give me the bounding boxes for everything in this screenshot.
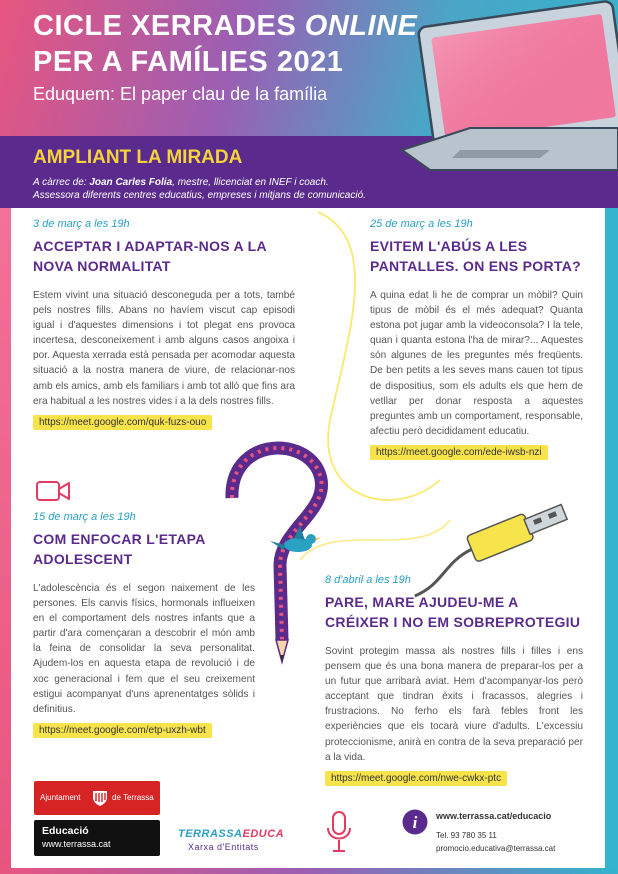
- bottom-border: [0, 868, 618, 874]
- title-line-2: PER A FAMÍLIES 2021: [33, 46, 344, 78]
- talk-card-4: [325, 574, 583, 786]
- video-camera-icon: [36, 480, 70, 502]
- decorative-swirl-2: [300, 520, 450, 560]
- terrassa-part: TERRASSA: [178, 828, 243, 840]
- educacio-logo[interactable]: [34, 820, 160, 856]
- contact-email[interactable]: promocio.educativa@terrassa.cat: [436, 844, 556, 853]
- contact-website[interactable]: www.terrassa.cat/educacio: [436, 811, 552, 821]
- talk-date: 8 d'abril a les 19h: [325, 574, 411, 586]
- talk-title: [325, 592, 583, 632]
- contact-phone[interactable]: Tel. 93 780 35 11: [436, 831, 497, 840]
- talk-card-3: [33, 511, 255, 738]
- meet-link[interactable]: https://meet.google.com/nwe-cwkx-ptc: [325, 771, 507, 786]
- speaker-suffix: , mestre, llicenciat en INEF i coach.: [172, 177, 329, 188]
- terrassa-educa-logo[interactable]: [178, 828, 296, 856]
- title-line-1: [33, 10, 417, 43]
- talk-title: [33, 236, 295, 276]
- meet-link[interactable]: https://meet.google.com/quk-fuzs-ouo: [33, 415, 212, 430]
- right-border: [605, 208, 618, 868]
- ajuntament-city: de Terrassa: [112, 793, 154, 802]
- speaker-bio: Assessora diferents centres educatius, empreses i mitjans de comunicació.: [33, 190, 366, 201]
- info-icon: [402, 809, 428, 835]
- talk-date: 25 de març a les 19h: [370, 218, 473, 230]
- meet-link[interactable]: https://meet.google.com/etp-uxzh-wbt: [33, 723, 212, 738]
- bird-icon: [270, 526, 321, 552]
- talk-description: L'adolescència és el segon naixement de les persones. Els canvis físics, hormonals influeixen en el comportament dels nostres infants que a partir d'ara començaran a descobrir el món amb la feina de consolidar la seva personalitat. Ajudem-los en aquesta etapa de revolució i de xoc generacional i fem que el seu creixement estigui acompanyat d'uns aprenentatges sòlids i definitius.: [33, 583, 255, 715]
- meet-link[interactable]: https://meet.google.com/ede-iwsb-nzi: [370, 445, 548, 460]
- talk-title: [33, 529, 255, 569]
- educacio-title: Educació: [42, 825, 89, 837]
- talk-description: A quina edat li he de comprar un mòbil? Quin tipus de mòbil és el més adequat? Quanta estona pot jugar amb la videoconsola? I la tele, quan i quanta estona l'ha de mirar?... Aquestes són algunes de les preguntes més freqüents. De ben petits a les seves mans cauen tot tipus de dispositius, som els adults els que hem de vetllar per donar resposta a aquestes preguntes amb un comportament, responsable, afectiu però decididament educatiu.: [370, 290, 583, 437]
- title-online: ONLINE: [304, 10, 418, 42]
- ajuntament-logo[interactable]: [34, 781, 160, 815]
- left-border: [0, 208, 11, 868]
- speaker-name: Joan Carles Folia: [89, 177, 173, 188]
- speaker-prefix: A càrrec de:: [33, 177, 90, 188]
- subtitle: Eduquem: El paper clau de la família: [33, 84, 328, 104]
- educacio-url: www.terrassa.cat: [42, 839, 111, 849]
- series-title: AMPLIANT LA MIRADA: [33, 147, 243, 168]
- talk-title-line-1: ACCEPTAR I ADAPTAR-NOS A LA: [33, 238, 267, 254]
- talk-card-1: [33, 218, 295, 430]
- talk-card-2: [370, 218, 583, 460]
- talk-title-line-2: NOVA NORMALITAT: [33, 258, 171, 274]
- talk-date: 3 de març a les 19h: [33, 218, 130, 230]
- talk-title-line-1: COM ENFOCAR L'ETAPA: [33, 531, 206, 547]
- svg-text:i: i: [412, 813, 418, 832]
- talk-title-line-1: PARE, MARE AJUDEU-ME A: [325, 594, 519, 610]
- terrassa-educa-name: [178, 828, 284, 840]
- microphone-icon: [325, 810, 353, 854]
- talk-title-line-2: PANTALLES. ON ENS PORTA?: [370, 258, 581, 274]
- talk-description: Estem vivint una situació desconeguda per a tots, també pels nostres fills. Abans no havíem viscut cap episodi igual i d'aquestes dimensions i tot plegat ens provoca incertesa, desconeixement i amb alguns casos angoixa i por. Aquesta xerrada està pensada per acomodar aquesta situació a la nostra manera de viure, de relacionar-nos amb els amics, amb els familiars i amb tot allò que fins ara era habitual a les nostres vides i a la dels nostres fills.: [33, 290, 295, 407]
- speaker-line: [33, 177, 329, 188]
- ajuntament-label: Ajuntament: [40, 793, 81, 802]
- talk-date: 15 de març a les 19h: [33, 511, 136, 523]
- educa-part: EDUCA: [242, 828, 285, 840]
- talk-title-line-1: EVITEM L'ABÚS A LES: [370, 238, 528, 254]
- laptop-icon: [400, 0, 618, 175]
- xarxa-entitats: Xarxa d'Entitats: [188, 842, 259, 852]
- talk-description: Sovint protegim massa als nostres fills i filles i ens pensem que és una bona manera de preparar-los per a un futur que arribarà aviat. Hem d'acompanyar-los però acceptant que tindran èxits i fracassos, alegries i frustracions. No ferho els farà febles front les experiències que els tocarà viure d'adults. L'excessiu proteccionisme, anirà en contra de la seva preparació per a la vida.: [325, 646, 583, 763]
- title-prefix: CICLE XERRADES: [33, 10, 305, 42]
- talk-title: [370, 236, 583, 276]
- coat-of-arms-icon: [91, 789, 109, 807]
- talk-title-line-2: ADOLESCENT: [33, 551, 133, 567]
- talk-title-line-2: CRÉIXER I NO EM SOBREPROTEGIU: [325, 614, 581, 630]
